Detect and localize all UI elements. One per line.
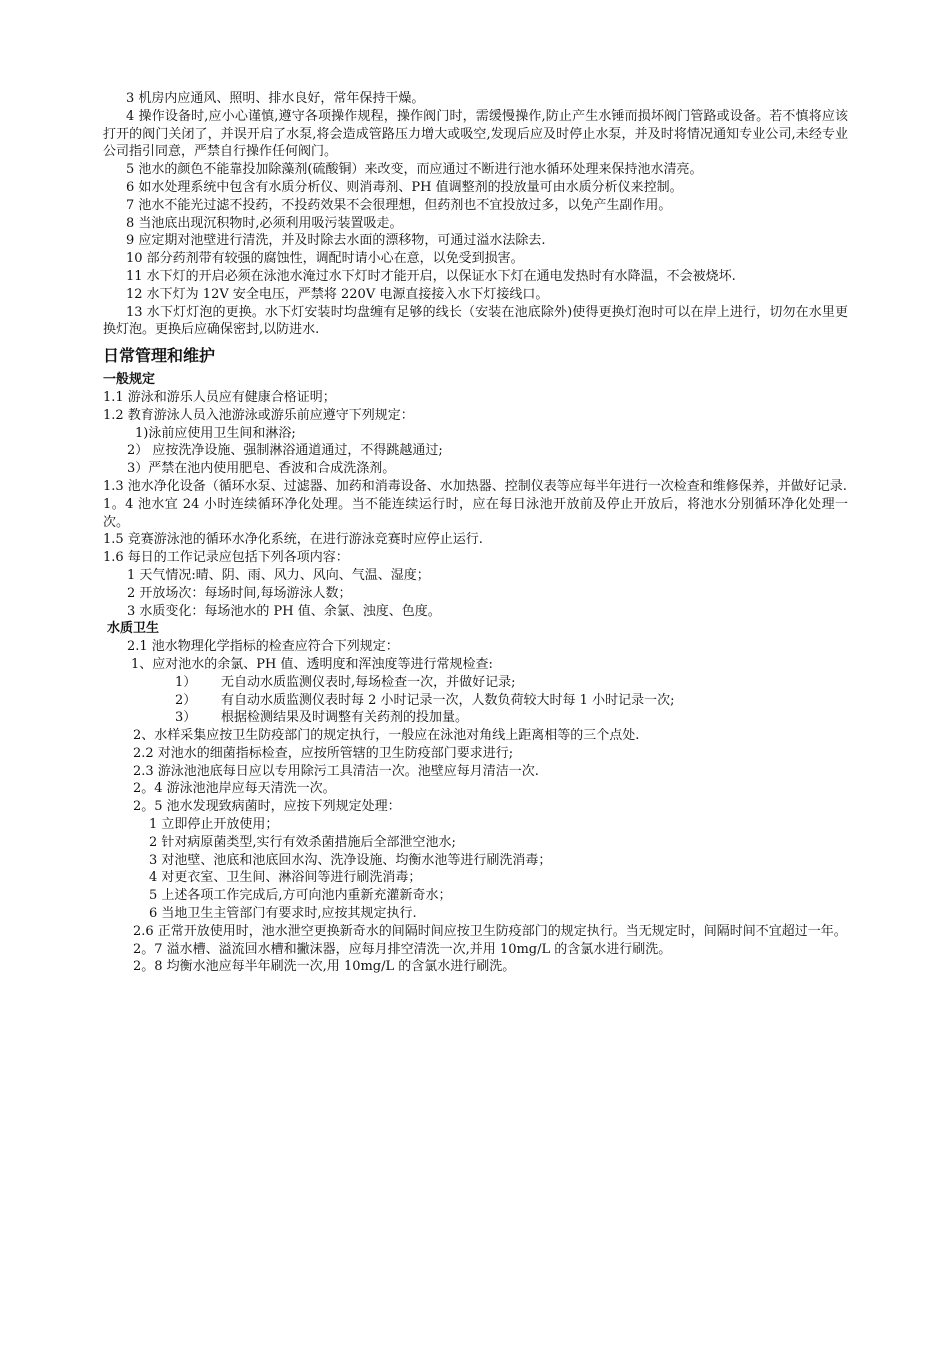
- rule-1-2: 1.2 教育游泳人员入池游泳或游乐前应遵守下列规定：: [103, 407, 414, 423]
- paragraph-item-6: 6 如水处理系统中包含有水质分析仪、则消毒剂、PH 值调整剂的投放量可由水质分析仪来控制。: [126, 179, 683, 195]
- rule-1-6-sub-1: 1 天气情况:晴、阴、雨、风力、风向、气温、湿度；: [127, 567, 430, 583]
- rule-1-3: 1.3 池水净化设备（循环水泵、过滤器、加药和消毒设备、水加热器、控制仪表等应每半年进行一次检查和维修保养，并做好记录.: [103, 478, 847, 494]
- paragraph-item-7: 7 池水不能光过滤不投药，不投药效果不会很理想，但药剂也不宜投放过多，以免产生副作用。: [126, 197, 672, 213]
- rule-1-5: 1.5 竞赛游泳池的循环水净化系统，在进行游泳竞赛时应停止运行.: [103, 532, 483, 548]
- rule-2-1-item-2: 2、水样采集应按卫生防疫部门的规定执行，一般应在泳池对角线上距离相等的三个点处.: [133, 728, 640, 744]
- paragraph-item-4: 4 操作设备时,应小心谨慎,遵守各项操作规程，操作阀门时，需缓慢操作,防止产生水锤而损坏阀门管路或设备。若不慎将应该打开的阀门关闭了，并误开启了水泵,将会造成管路压力增大或吸空,发现后应及时停止水泵，并及时将情况通知专业公司,未经专业公司指引同意，严禁自行操作任何阀门。: [103, 108, 848, 160]
- rule-1-6: 1.6 每日的工作记录应包括下列各项内容：: [103, 550, 349, 566]
- rule-1-1: 1.1 游泳和游乐人员应有健康合格证明；: [103, 389, 336, 405]
- subheading-general-rules: 一般规定: [103, 372, 156, 388]
- rule-2-5-sub-6: 6 当地卫生主管部门有要求时,应按其规定执行.: [149, 906, 417, 922]
- rule-2-4: 2。4 游泳池池岸应每天清洗一次。: [133, 781, 336, 797]
- rule-1-6-sub-3: 3 水质变化：每场池水的 PH 值、余氯、浊度、色度。: [127, 603, 441, 619]
- rule-2-5-sub-3: 3 对池壁、池底和池底回水沟、洗净设施、均衡水池等进行刷洗消毒；: [149, 852, 552, 868]
- paragraph-item-11: 11 水下灯的开启必须在泳池水淹过水下灯时才能开启，以保证水下灯在通电发热时有水降温，不会被烧坏.: [126, 268, 736, 284]
- rule-2-5: 2。5 池水发现致病菌时，应按下列规定处理：: [133, 799, 401, 815]
- rule-2-1-item-1: 1、应对池水的余氯、PH 值、透明度和浑浊度等进行常规检查:: [131, 656, 493, 672]
- sub-text: 根据检测结果及时调整有关药剂的投加量。: [221, 710, 469, 726]
- paragraph-item-12: 12 水下灯为 12V 安全电压，严禁将 220V 电源直接接入水下灯接线口。: [126, 286, 549, 302]
- sub-text: 无自动水质监测仪表时,每场检查一次，并做好记录;: [221, 674, 516, 690]
- sub-number: 3）: [175, 710, 197, 726]
- rule-1-4: 1。4 池水宜 24 小时连续循环净化处理。当不能连续运行时，应在每日泳池开放前及停止开放后，将池水分别循环净化处理一次。: [103, 496, 848, 530]
- rule-2-6: 2.6 正常开放使用时，池水泄空更换新奇水的间隔时间应按卫生防疫部门的规定执行。当无规定时，间隔时间不宜超过一年。: [133, 923, 847, 939]
- rule-2-8: 2。8 均衡水池应每半年刷洗一次,用 10mg/L 的含氯水进行刷洗。: [133, 959, 516, 975]
- paragraph-item-10: 10 部分药剂带有较强的腐蚀性，调配时请小心在意，以免受到损害。: [126, 251, 524, 267]
- rule-2-1-item-1-sub-3: [103, 709, 848, 727]
- paragraph-item-3: 3 机房内应通风、照明、排水良好，常年保持干燥。: [126, 91, 425, 106]
- rule-2-3: 2.3 游泳池池底每日应以专用除污工具清洁一次。池壁应每月清洁一次.: [133, 763, 539, 779]
- rule-1-2-sub-2: 2） 应按洗净设施、强制淋浴通道通过，不得跳越通过;: [127, 443, 443, 459]
- sub-number: 2）: [175, 692, 197, 708]
- rule-2-1-item-1-sub-1: [103, 674, 848, 692]
- rule-2-2: 2.2 对池水的细菌指标检查，应按所管辖的卫生防疫部门要求进行;: [133, 745, 514, 761]
- rule-2-5-sub-1: 1 立即停止开放使用；: [149, 817, 279, 833]
- rule-2-5-sub-2: 2 针对病原菌类型,实行有效杀菌措施后全部泄空池水;: [149, 834, 456, 850]
- rule-2-1: 2.1 池水物理化学指标的检查应符合下列规定：: [127, 639, 399, 655]
- paragraph-item-9: 9 应定期对池壁进行清洗，并及时除去水面的漂移物，可通过溢水法除去.: [126, 233, 546, 249]
- rule-2-1-item-1-sub-2: [103, 692, 848, 710]
- rule-1-2-sub-3: 3）严禁在池内使用肥皂、香波和合成洗涤剂。: [127, 461, 396, 477]
- rule-2-7: 2。7 溢水槽、溢流回水槽和撇沫器，应每月排空清洗一次,并用 10mg/L 的含氯水进行刷洗。: [133, 941, 672, 957]
- rule-2-5-sub-4: 4 对更衣室、卫生间、淋浴间等进行刷洗消毒；: [149, 870, 422, 886]
- document-content: [103, 90, 848, 976]
- subheading-water-hygiene: 水质卫生: [107, 621, 160, 637]
- section-heading-daily-management: 日常管理和维护: [103, 346, 216, 366]
- sub-text: 有自动水质监测仪表时每 2 小时记录一次，人数负荷较大时每 1 小时记录一次;: [221, 692, 675, 708]
- sub-number: 1）: [175, 674, 197, 690]
- rule-1-2-sub-1: 1)泳前应使用卫生间和淋浴;: [135, 425, 296, 441]
- paragraph-item-5: 5 池水的颜色不能靠投加除藻剂(硫酸铜）来改变，而应通过不断进行池水循环处理来保持池水清亮。: [126, 162, 703, 178]
- rule-1-6-sub-2: 2 开放场次：每场时间,每场游泳人数；: [127, 585, 352, 601]
- paragraph-item-8: 8 当池底出现沉积物时,必须利用吸污装置吸走。: [126, 215, 403, 231]
- paragraph-item-13: 13 水下灯灯泡的更换。水下灯安装时均盘缠有足够的线长（安装在池底除外)使得更换灯泡时可以在岸上进行，切勿在水里更换灯泡。更换后应确保密封,以防进水.: [103, 304, 848, 338]
- rule-2-5-sub-5: 5 上述各项工作完成后,方可向池内重新充灌新奇水；: [149, 888, 452, 904]
